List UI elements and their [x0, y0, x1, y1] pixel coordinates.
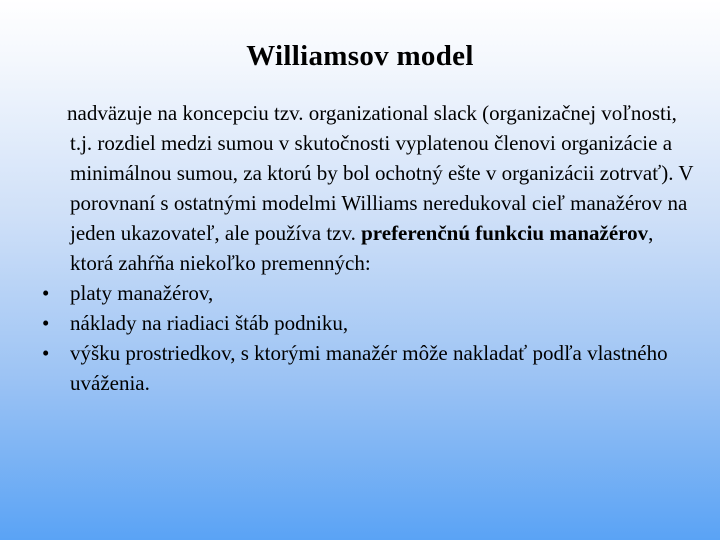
bullet-icon: • — [42, 281, 50, 305]
bullet-text: výšku prostriedkov, s ktorými manažér môže nakladať podľa vlastného uváženia. — [70, 341, 668, 395]
bullet-icon: • — [42, 311, 50, 335]
bullet-item — [28, 278, 698, 308]
slide-title: Williamsov model — [246, 40, 474, 72]
bullet-item — [28, 338, 698, 398]
paragraph-text-end: , ktorá zahŕňa niekoľko premenných: — [70, 221, 654, 275]
bullet-item — [28, 308, 698, 338]
bullet-text: náklady na riadiaci štáb podniku, — [70, 311, 349, 335]
bullet-text: platy manažérov, — [70, 281, 214, 305]
intro-paragraph — [67, 98, 698, 278]
bullet-icon: • — [42, 341, 50, 365]
slide-body — [28, 98, 698, 398]
paragraph-bold-term: preferenčnú funkciu manažérov — [361, 221, 649, 245]
paragraph-text: nadväzuje na koncepciu tzv. organizational slack (organizačnej voľnosti, t.j. rozdiel medzi sumou v skutočnosti vyplatenou členovi organizácie a minimálnou sumou, za ktorú by bol ochotný ešte v organizácii zotrvať). V porovnaní s ostatnými modelmi Williams neredukoval cieľ manažérov na jeden ukazovateľ, ale používa tzv. — [67, 101, 694, 245]
bullet-list — [28, 278, 698, 398]
